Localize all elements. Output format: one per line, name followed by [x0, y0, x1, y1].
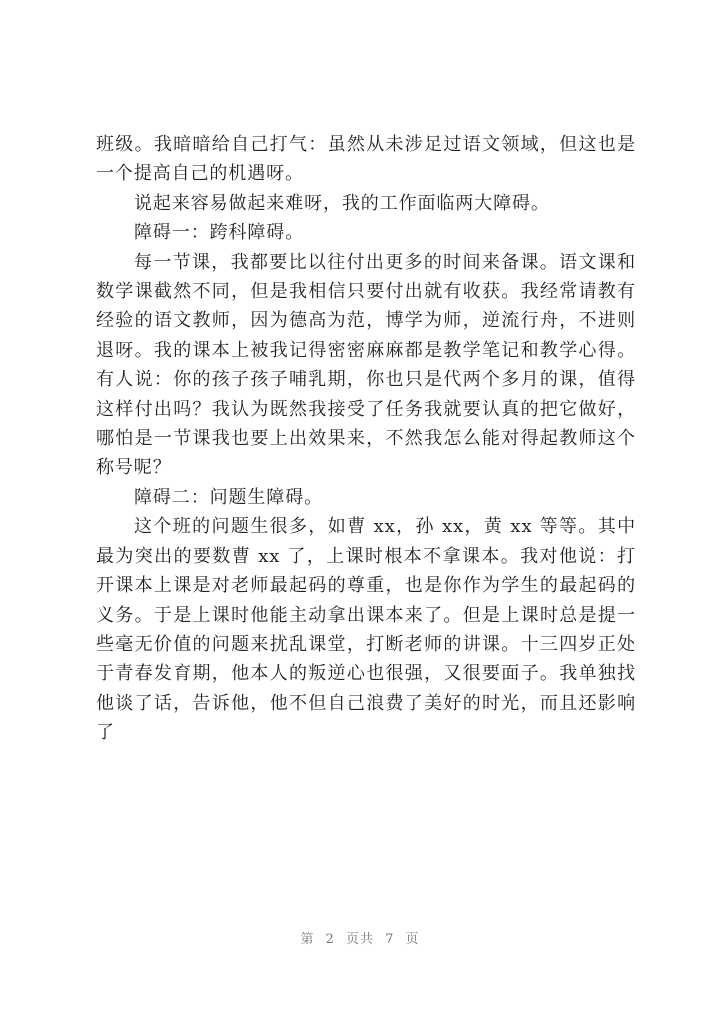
- paragraph-problem-students: 这个班的问题生很多，如曹 xx，孙 xx，黄 xx 等等。其中最为突出的要数曹 xx 了，上课时根本不拿课本。我对他说：打开课本上课是对老师最起码的尊重，也是你作为学生的最起码的义务。于是上课时他能主动拿出课本来了。但是上课时总是提一些毫无价值的问题来扰乱课堂，打断老师的讲课。十三四岁正处于青春发育期，他本人的叛逆心也很强，又很要面子。我单独找他谈了话，告诉他，他不但自己浪费了美好的时光，而且还影响了: [96, 516, 636, 744]
- heading-obstacle-two: 障碍二：问题生障碍。: [134, 486, 323, 508]
- body-text: [96, 130, 636, 748]
- paragraph-lesson-prep: 每一节课，我都要比以往付出更多的时间来备课。语文课和数学课截然不同，但是我相信只要付出就有收获。我经常请教有经验的语文教师，因为德高为范，博学为师，逆流行舟，不进则退呀。我的课本上被我记得密密麻麻都是教学笔记和教学心得。有人说：你的孩子孩子哺乳期，你也只是代两个多月的课，值得这样付出吗？我认为既然我接受了任务我就要认真的把它做好，哪怕是一节课我也要上出效果来，不然我怎么能对得起教师这个称号呢？: [96, 251, 636, 479]
- heading-obstacle-one: 障碍一：跨科障碍。: [134, 222, 305, 244]
- paragraph-obstacles-intro: 说起来容易做起来难呀，我的工作面临两大障碍。: [134, 192, 550, 214]
- paragraph-continuation: 班级。我暗暗给自己打气：虽然从未涉足过语文领域，但这也是一个提高自己的机遇呀。: [96, 134, 636, 185]
- page-number-footer: 第 2 页共 7 页: [300, 932, 420, 947]
